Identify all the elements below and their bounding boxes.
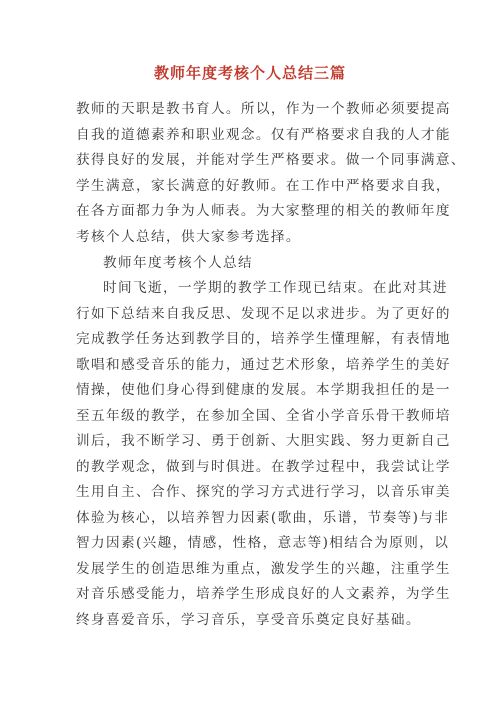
- intro-line-5: 在各方面都力争为人师表。为大家整理的相关的教师年度: [76, 203, 451, 219]
- body-line-7: 训后，我不断学习、勇于创新、大胆实践、努力更新自己: [76, 433, 451, 449]
- document-title: 教师年度考核个人总结三篇: [153, 64, 346, 82]
- body-line-8: 的教学观念，做到与时俱进。在教学过程中，我尝试让学: [76, 459, 451, 475]
- intro-line-3: 获得良好的发展，并能对学生严格要求。做一个同事满意、: [76, 152, 466, 168]
- intro-line-4: 学生满意，家长满意的好教师。在工作中严格要求自我，: [76, 178, 451, 194]
- body-line-4: 歌唱和感受音乐的能力，通过艺术形象，培养学生的美好: [76, 357, 451, 373]
- body-line-2: 行如下总结来自我反思、发现不足以求进步。为了更好的: [76, 306, 451, 322]
- body-line-6: 至五年级的教学，在参加全国、全省小学音乐骨干教师培: [76, 408, 451, 424]
- body-line-1: 时间飞逝，一学期的教学工作现已结束。在此对其进: [103, 280, 448, 296]
- body-line-5: 情操，使他们身心得到健康的发展。本学期我担任的是一: [76, 382, 451, 398]
- subheading: 教师年度考核个人总结: [103, 255, 253, 271]
- body-line-11: 智力因素(兴趣，情感，性格，意志等)相结合为原则，以: [76, 535, 450, 551]
- body-line-9: 生用自主、合作、探究的学习方式进行学习，以音乐审美: [76, 484, 451, 500]
- intro-line-1: 教师的天职是教书育人。所以，作为一个教师必须要提高: [76, 101, 451, 117]
- body-line-10: 体验为核心，以培养智力因素(歌曲，乐谱，节奏等)与非: [76, 510, 450, 526]
- body-line-14: 终身喜爱音乐，学习音乐，享受音乐奠定良好基础。: [76, 612, 421, 628]
- body-line-12: 发展学生的创造思维为重点，激发学生的兴趣，注重学生: [76, 561, 451, 577]
- body-line-3: 完成教学任务达到教学目的，培养学生懂理解，有表情地: [76, 331, 451, 347]
- intro-line-6: 考核个人总结，供大家参考选择。: [76, 229, 301, 245]
- body-line-13: 对音乐感受能力，培养学生形成良好的人文素养，为学生: [76, 586, 451, 602]
- intro-line-2: 自我的道德素养和职业观念。仅有严格要求自我的人才能: [76, 127, 451, 143]
